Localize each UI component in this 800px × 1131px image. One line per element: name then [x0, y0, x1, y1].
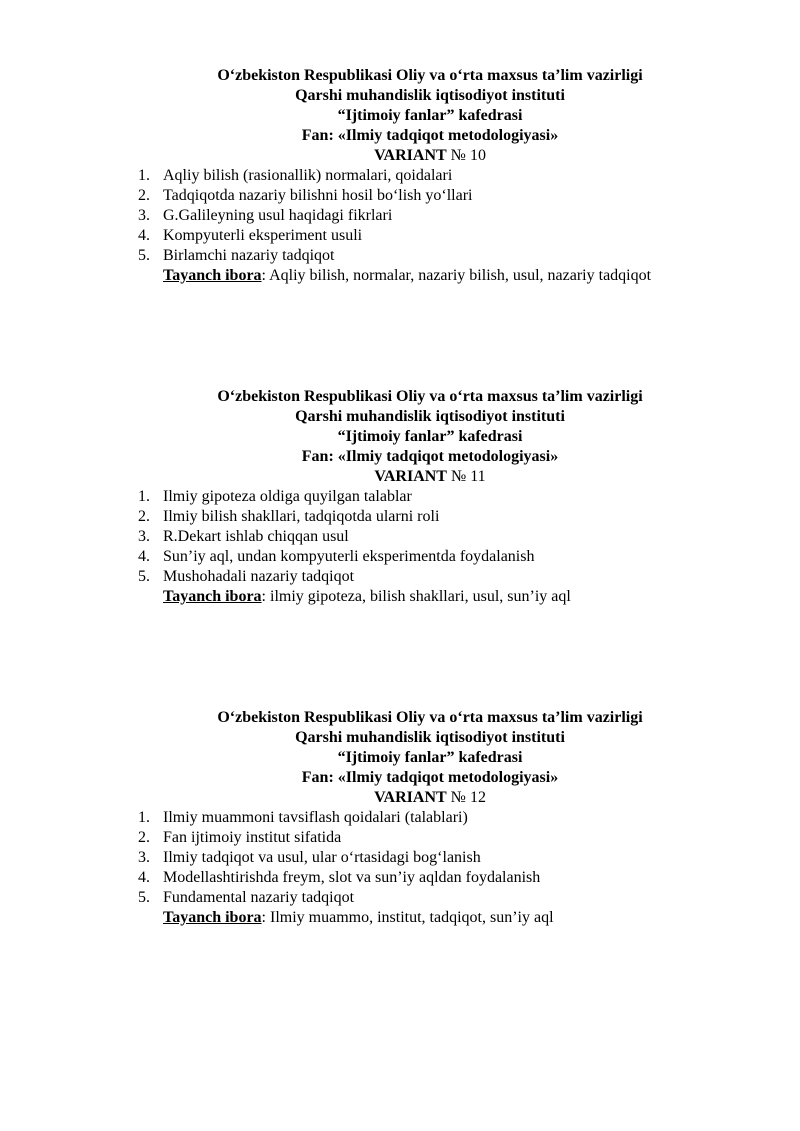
- list-item: [0, 206, 800, 226]
- variant-label: VARIANT: [374, 789, 447, 806]
- list-item: [0, 888, 800, 908]
- keywords-text: : ilmiy gipoteza, bilish shakllari, usul, sun’iy aql: [261, 588, 571, 605]
- item-text: Fan ijtimoiy institut sifatida: [163, 829, 342, 846]
- institute-title: Qarshi muhandislik iqtisodiyot instituti: [295, 408, 565, 425]
- item-number: 5.: [138, 247, 150, 264]
- keywords-label: Tayanch ibora: [163, 267, 262, 284]
- item-number: 2.: [138, 187, 150, 204]
- list-item: [0, 186, 800, 206]
- list-item: [0, 507, 800, 527]
- item-text: Tadqiqotda nazariy bilishni hosil bo‘lish yo‘llari: [163, 187, 473, 204]
- item-number: 1.: [138, 167, 150, 184]
- variant-label: VARIANT: [374, 147, 447, 164]
- keywords-line: [0, 266, 800, 286]
- keywords-label: Tayanch ibora: [163, 909, 262, 926]
- item-text: Sun’iy aql, undan kompyuterli eksperimentda foydalanish: [163, 548, 535, 565]
- item-text: Fundamental nazariy tadqiqot: [163, 889, 355, 906]
- variant-number: № 11: [450, 468, 486, 485]
- ministry-title: O‘zbekiston Respublikasi Oliy va o‘rta maxsus ta’lim vazirligi: [217, 67, 643, 84]
- subject-title: Fan: «Ilmiy tadqiqot metodologiyasi»: [301, 448, 559, 465]
- variant-number: № 10: [450, 147, 486, 164]
- item-text: Ilmiy gipoteza oldiga quyilgan talablar: [163, 488, 412, 505]
- variant-heading: [60, 146, 800, 166]
- keywords-text: : Ilmiy muammo, institut, tadqiqot, sun’iy aql: [261, 909, 554, 926]
- subject-title: Fan: «Ilmiy tadqiqot metodologiyasi»: [301, 127, 559, 144]
- keywords-line: [0, 908, 800, 928]
- item-text: Ilmiy bilish shakllari, tadqiqotda ularni roli: [163, 508, 440, 525]
- list-item: [0, 868, 800, 888]
- institute-title: Qarshi muhandislik iqtisodiyot instituti: [295, 87, 565, 104]
- item-number: 5.: [138, 889, 150, 906]
- item-number: 4.: [138, 548, 150, 565]
- list-item: [0, 487, 800, 507]
- item-text: R.Dekart ishlab chiqqan usul: [163, 528, 349, 545]
- list-item: [0, 547, 800, 567]
- item-text: Ilmiy muammoni tavsiflash qoidalari (talablari): [163, 809, 468, 826]
- item-text: Modellashtirishda freym, slot va sun’iy aqldan foydalanish: [163, 869, 541, 886]
- keywords-label: Tayanch ibora: [163, 588, 262, 605]
- keywords-text: : Aqliy bilish, normalar, nazariy bilish, usul, nazariy tadqiqot: [261, 267, 652, 284]
- item-text: Kompyuterli eksperiment usuli: [163, 227, 363, 244]
- question-list: [0, 808, 800, 908]
- list-item: [0, 567, 800, 587]
- department-title: “Ijtimoiy fanlar” kafedrasi: [337, 428, 523, 445]
- list-item: [0, 226, 800, 246]
- question-list: [0, 487, 800, 587]
- ministry-title: O‘zbekiston Respublikasi Oliy va o‘rta maxsus ta’lim vazirligi: [217, 388, 643, 405]
- ministry-title: O‘zbekiston Respublikasi Oliy va o‘rta maxsus ta’lim vazirligi: [217, 709, 643, 726]
- item-text: Ilmiy tadqiqot va usul, ular o‘rtasidagi bog‘lanish: [163, 849, 481, 866]
- item-text: G.Galileyning usul haqidagi fikrlari: [163, 207, 393, 224]
- item-number: 5.: [138, 568, 150, 585]
- item-number: 3.: [138, 207, 150, 224]
- variant-heading: [60, 788, 800, 808]
- keywords-line: [0, 587, 800, 607]
- variant-label: VARIANT: [374, 468, 447, 485]
- department-title: “Ijtimoiy fanlar” kafedrasi: [337, 107, 523, 124]
- variant-block-10: [0, 66, 800, 286]
- item-number: 4.: [138, 227, 150, 244]
- item-number: 3.: [138, 528, 150, 545]
- list-item: [0, 166, 800, 186]
- list-item: [0, 246, 800, 266]
- subject-title: Fan: «Ilmiy tadqiqot metodologiyasi»: [301, 769, 559, 786]
- list-item: [0, 808, 800, 828]
- variant-heading: [60, 467, 800, 487]
- item-number: 4.: [138, 869, 150, 886]
- list-item: [0, 848, 800, 868]
- item-number: 3.: [138, 849, 150, 866]
- variant-block-11: [0, 387, 800, 607]
- variant-number: № 12: [450, 789, 486, 806]
- question-list: [0, 166, 800, 266]
- item-text: Mushohadali nazariy tadqiqot: [163, 568, 355, 585]
- list-item: [0, 527, 800, 547]
- variant-block-12: [0, 708, 800, 928]
- item-text: Birlamchi nazariy tadqiqot: [163, 247, 335, 264]
- item-number: 1.: [138, 809, 150, 826]
- item-number: 2.: [138, 829, 150, 846]
- institute-title: Qarshi muhandislik iqtisodiyot instituti: [295, 729, 565, 746]
- list-item: [0, 828, 800, 848]
- item-number: 2.: [138, 508, 150, 525]
- department-title: “Ijtimoiy fanlar” kafedrasi: [337, 749, 523, 766]
- item-number: 1.: [138, 488, 150, 505]
- item-text: Aqliy bilish (rasionallik) normalari, qoidalari: [163, 167, 453, 184]
